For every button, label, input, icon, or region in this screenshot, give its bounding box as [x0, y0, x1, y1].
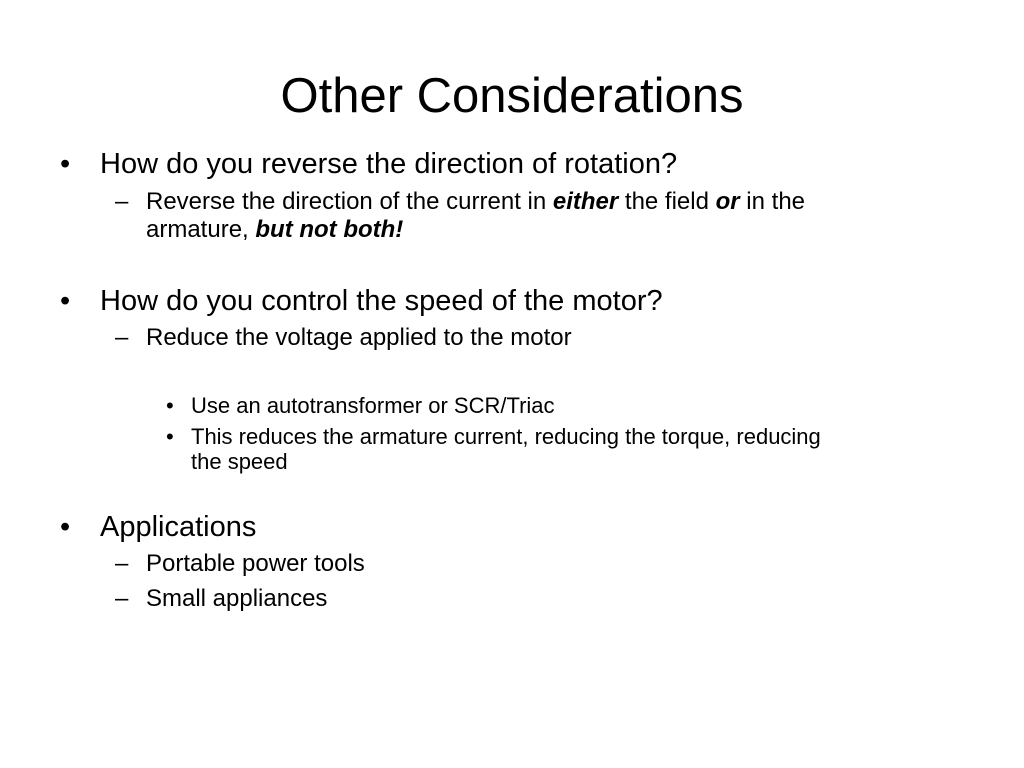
text-run: the field: [618, 188, 716, 215]
sub-bullet-portable-tools: [0, 550, 1024, 578]
sub-bullet-reduce-voltage: [0, 324, 1024, 352]
sub-bullet-text: Reduce the voltage applied to the motor: [146, 324, 572, 351]
text-run: in the: [739, 188, 806, 215]
dash-marker: –: [115, 550, 129, 577]
sub-sub-bullet-line-1: This reduces the armature current, reducing the torque, reducing: [191, 424, 821, 449]
bullet-applications: [0, 510, 1024, 544]
bullet-marker: •: [166, 424, 174, 449]
sub-bullet-reverse-answer: [0, 188, 1024, 244]
sub-sub-bullet-reduces-current: [0, 424, 1024, 474]
sub-sub-bullet-line-2: the speed: [191, 449, 288, 474]
dash-marker: –: [115, 585, 129, 612]
bullet-marker: •: [166, 393, 174, 418]
slide-title: Other Considerations: [280, 69, 744, 123]
bullet-text: Applications: [100, 511, 257, 543]
emphasis-either: either: [552, 188, 619, 215]
sub-bullet-text: Small appliances: [146, 585, 328, 612]
bullet-marker: •: [60, 148, 71, 180]
emphasis-but-not-both: but not both!: [255, 216, 404, 243]
sub-sub-bullet-autotransformer: [0, 393, 1024, 418]
text-run: armature,: [146, 216, 256, 243]
bullet-text: How do you reverse the direction of rotation?: [100, 148, 678, 180]
dash-marker: –: [115, 324, 129, 351]
emphasis-or: or: [715, 188, 740, 215]
bullet-reverse-direction: [0, 147, 1024, 181]
sub-bullet-line-2: [146, 216, 403, 244]
sub-bullet-line-1: [146, 188, 805, 216]
sub-bullet-small-appliances: [0, 585, 1024, 613]
bullet-marker: •: [60, 285, 71, 317]
bullet-marker: •: [60, 511, 71, 543]
sub-sub-bullet-text: Use an autotransformer or SCR/Triac: [191, 393, 555, 418]
dash-marker: –: [115, 188, 129, 215]
text-run: Reverse the direction of the current in: [146, 188, 553, 215]
bullet-text: How do you control the speed of the motor?: [100, 285, 663, 317]
bullet-control-speed: [0, 284, 1024, 318]
sub-bullet-text: Portable power tools: [146, 550, 365, 577]
